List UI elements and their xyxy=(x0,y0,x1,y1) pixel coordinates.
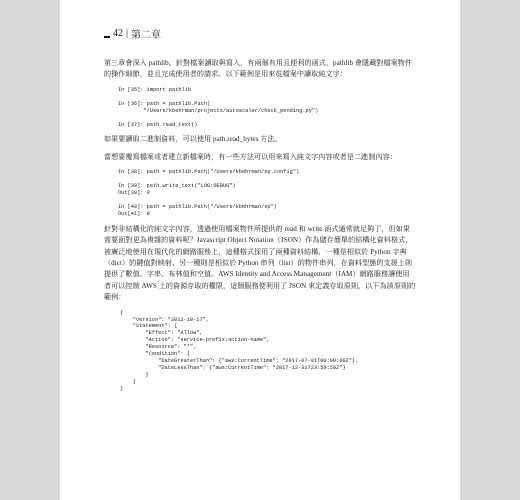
code-line: { xyxy=(120,309,124,316)
paragraph: 如果要讀取二進制資料，可以使用 path.read_bytes 方法。 xyxy=(104,135,282,144)
code-gap xyxy=(118,176,416,183)
code-line: } xyxy=(120,385,124,392)
header-separator: | xyxy=(126,27,129,39)
code-block xyxy=(118,169,416,218)
code-line: "Version": "2012-10-17", xyxy=(120,316,210,323)
code-line: } xyxy=(120,378,136,385)
code-gap xyxy=(118,197,416,204)
paragraph: 第三章會深入 pathlib。針對檔案讀取與寫入，有兩個有用且便利的函式，pathlib 會隱藏對檔案物件的操作細節，並且完成使用者的請求。以下範例是用來從檔案中讀取純文字： xyxy=(104,59,413,79)
code-line: Out[41]: 8 xyxy=(118,210,150,217)
code-line: "Statement": { xyxy=(120,323,178,330)
code-line: "Effect": "Allow", xyxy=(120,330,203,337)
code-gap xyxy=(118,115,416,122)
code-line: Out[39]: 9 xyxy=(118,190,150,197)
json-code-block xyxy=(120,310,416,393)
code-line: In [36]: path = pathlib.Path( xyxy=(118,100,211,107)
code-line: In [40]: path = pathlib.Path("/Users/kbehrman/sp") xyxy=(118,203,277,210)
code-line: } xyxy=(120,371,149,378)
code-line: In [35]: import pathlib xyxy=(118,86,192,93)
code-line: "DateLessThan": {"aws:CurrentTime": "2017-12-31T23:59:59Z"} xyxy=(120,364,346,371)
code-line: "Condition": { xyxy=(120,351,190,358)
code-line: "Action": "service-prefix:action-name", xyxy=(120,337,270,344)
header-mark xyxy=(104,36,110,38)
code-line: In [38]: path = pathlib.Path("/Users/kbehrman/sp.config") xyxy=(118,169,300,176)
code-line: In [39]: path.write_text("LOG:DEBUG") xyxy=(118,183,236,190)
chapter-title: 第二章 xyxy=(131,29,162,41)
paragraph: 當想要覆寫檔案或者建立新檔案時，有一些方法可以用來寫入純文字內容或者是二進制內容： xyxy=(104,152,397,161)
page-body xyxy=(104,58,416,399)
code-gap xyxy=(118,94,416,101)
code-line: In [37]: path.read_text() xyxy=(118,121,198,128)
paragraph: 針對非結構化的純文字內容，透過使用檔案物件所提供的 read 和 write 函式通常就足夠了，但如果需要面對更為複雜的資料呢？Javascript Object Notation（JSON）作為儲存簡單的結構化資料格式，被廣泛地使用在現代化的網路服務上，這種格式採用了兩種資料結構，一種是相似於 Python 字典（dict）的鍵值對映射，另一種則是相似於 Python 串列（list）的物件串列，在資料型態的支援上則提供了數值、字串、布林值和空值。AWS Identity and Access Management（IAM）網路服務讓使用者可以控制 AWS 上的資源存取的權限，這個服務便利用了 JSON 來定義存取原則，以下為該原則的範例： xyxy=(104,224,416,302)
code-line: "Resource": "*", xyxy=(120,344,197,351)
code-block xyxy=(118,87,416,129)
page-number: 42 xyxy=(113,27,123,39)
code-line: "DateGreaterThan": {"aws:CurrentTime": "2017-07-01T00:00:00Z"}, xyxy=(120,357,359,364)
code-line: "/Users/kbehrman/projects/autoscaler/check_pending.py") xyxy=(118,107,319,114)
book-page xyxy=(60,0,460,500)
page-header xyxy=(104,27,161,39)
